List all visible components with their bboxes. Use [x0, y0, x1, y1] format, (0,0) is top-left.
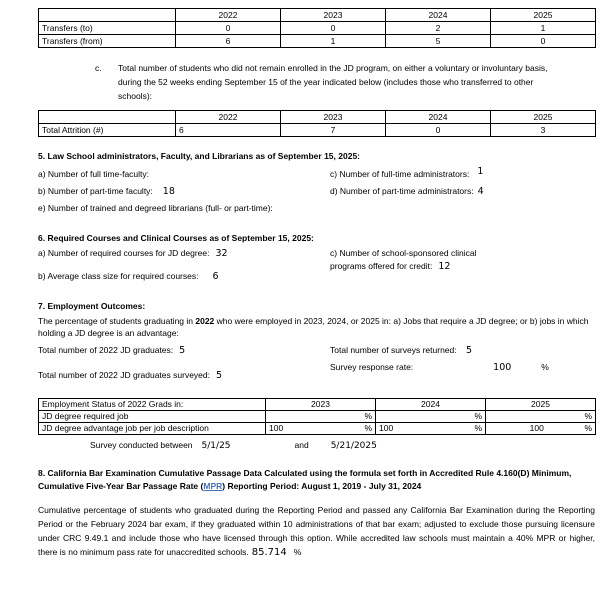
transfers-to-2024[interactable]: 2 [386, 22, 491, 35]
jd-required-2023-cell[interactable] [266, 411, 376, 423]
table-row [39, 22, 596, 35]
intro-year-bold: 2022 [195, 316, 215, 326]
full-time-admins-label: c) Number of full-time administrators: [330, 169, 470, 179]
response-rate-value[interactable]: 100 [493, 362, 512, 373]
field-part-time-faculty [38, 185, 330, 198]
field-avg-class-size [38, 270, 330, 283]
mpr-rate-value[interactable]: 85.714 [251, 547, 287, 558]
item-c-text: Total number of students who did not remain enrolled in the JD program, on either a voluntary or involuntary basis, during the 52 weeks ending September 15 of the year indicated below (includes those who transferred to other schools): [118, 63, 548, 101]
employment-header-2023: 2023 [266, 399, 376, 411]
surveys-returned-value[interactable]: 5 [466, 345, 473, 356]
response-rate-label: Survey response rate: [330, 362, 414, 372]
jd-advantage-job-label: JD degree advantage job per job description [39, 423, 266, 435]
jd-advantage-2024-value[interactable]: 100 [379, 423, 394, 433]
intro-text-post: who were employed in 2023, 2024, or 2025 in: a) Jobs that require a JD degree; or b) jobs in which holding a JD degree is an advantage: [38, 316, 589, 338]
jd-graduates-label: Total number of 2022 JD graduates: [38, 345, 174, 355]
section5-right-column [330, 168, 595, 219]
percent-sign: % [474, 411, 482, 421]
transfers-header-2022: 2022 [176, 9, 281, 22]
percent-sign: % [364, 411, 372, 421]
section6-right-column [330, 247, 595, 287]
attrition-2024[interactable]: 0 [386, 124, 491, 137]
field-part-time-admins [330, 185, 595, 198]
section6-fields [38, 247, 595, 287]
attrition-header-blank [39, 111, 176, 124]
transfers-from-label: Transfers (from) [39, 35, 176, 48]
section8-heading-post: ) Reporting Period: August 1, 2019 - July 31, 2024 [222, 481, 422, 491]
transfers-header-2025: 2025 [491, 9, 596, 22]
transfers-header-blank [39, 9, 176, 22]
transfers-from-2025[interactable]: 0 [491, 35, 596, 48]
clinical-programs-label: c) Number of school-sponsored clinical programs offered for credit: [330, 248, 477, 271]
section8-body [38, 503, 595, 560]
full-time-admins-value[interactable]: 1 [477, 166, 484, 177]
librarians-label: e) Number of trained and degreed librarians (full- or part-time): [38, 203, 273, 213]
section7-totals [38, 344, 595, 386]
field-full-time-admins [330, 168, 595, 181]
section7-left-column [38, 344, 330, 386]
field-clinical-programs [330, 247, 508, 273]
attrition-header-2022: 2022 [176, 111, 281, 124]
section7-intro [38, 315, 595, 339]
item-c-paragraph [38, 61, 595, 103]
attrition-header-row [39, 111, 596, 124]
percent-sign: % [584, 411, 592, 421]
transfers-table [38, 8, 596, 48]
transfers-header-2024: 2024 [386, 9, 491, 22]
employment-header-label: Employment Status of 2022 Grads in: [39, 399, 266, 411]
section5-heading: 5. Law School administrators, Faculty, and Librarians as of September 15, 2025: [38, 151, 360, 161]
transfers-to-2022[interactable]: 0 [176, 22, 281, 35]
document-content [38, 0, 595, 560]
table-row [39, 411, 596, 423]
section7-heading: 7. Employment Outcomes: [38, 301, 146, 311]
section6-heading: 6. Required Courses and Clinical Courses as of September 15, 2025: [38, 233, 314, 243]
field-full-time-faculty [38, 168, 330, 181]
attrition-table [38, 110, 596, 137]
survey-and-label: and [294, 440, 309, 450]
jd-required-job-label: JD degree required job [39, 411, 266, 423]
avg-class-size-label: b) Average class size for required courses: [38, 271, 199, 281]
transfers-header-row [39, 9, 596, 22]
required-courses-value[interactable]: 32 [215, 248, 228, 259]
employment-header-2024: 2024 [376, 399, 486, 411]
field-response-rate [330, 361, 595, 374]
section8-heading [38, 467, 595, 493]
required-courses-label: a) Number of required courses for JD degree: [38, 248, 210, 258]
section8-heading-pre: 8. California Bar Examination Cumulative Passage Data Calculated using the formula set forth in Accredited Rule 4.160(D) Minimum, Cumulative Five-Year Bar Passage Rate ( [38, 468, 572, 491]
response-rate-percent-sign: % [541, 362, 549, 372]
section8-body-text: Cumulative percentage of students who graduated during the Reporting Period and passed any California Bar Examination during the Reporting Period or the February 2024 bar exam, if they graduated within 10 administrations of that bar exam; adjusted to exclude those pursuing licensure under CRC 9.49.1 and include those who have licensed through this option. While accredited law schools must maintain a 40% MPR or higher, there is no minimum pass rate for unaccredited schools. [38, 505, 595, 557]
table-row [39, 124, 596, 137]
employment-table [38, 398, 596, 435]
full-time-faculty-label: a) Number of full time-faculty: [38, 169, 150, 179]
attrition-2025[interactable]: 3 [491, 124, 596, 137]
part-time-faculty-value[interactable]: 18 [162, 186, 175, 197]
survey-conducted-line [38, 439, 595, 452]
jd-advantage-2023-cell[interactable] [266, 423, 376, 435]
attrition-header-2024: 2024 [386, 111, 491, 124]
transfers-from-2023[interactable]: 1 [281, 35, 386, 48]
mpr-link[interactable]: MPR [203, 481, 223, 491]
table-row [39, 35, 596, 48]
intro-text-pre: The percentage of students graduating in [38, 316, 196, 326]
attrition-header-2025: 2025 [491, 111, 596, 124]
attrition-header-2023: 2023 [281, 111, 386, 124]
mpr-percent-sign: % [293, 547, 302, 557]
clinical-programs-value[interactable]: 12 [438, 261, 451, 272]
attrition-2022[interactable]: 6 [176, 124, 281, 137]
graduates-surveyed-value[interactable]: 5 [216, 370, 223, 381]
percent-sign: % [474, 423, 482, 433]
jd-required-2024-cell[interactable] [376, 411, 486, 423]
employment-header-2025: 2025 [486, 399, 596, 411]
survey-start-date[interactable]: 5/1/25 [201, 441, 231, 451]
jd-required-2025-cell[interactable] [486, 411, 596, 423]
field-surveys-returned [330, 344, 595, 357]
section6-left-column [38, 247, 330, 287]
jd-graduates-value[interactable]: 5 [179, 345, 186, 356]
item-c-marker: c. [95, 63, 102, 73]
attrition-label: Total Attrition (#) [39, 124, 176, 137]
table-row [39, 423, 596, 435]
section7-right-column [330, 344, 595, 386]
part-time-admins-label: d) Number of part-time administrators: [330, 186, 474, 196]
jd-advantage-2024-cell[interactable] [376, 423, 486, 435]
jd-advantage-2025-value[interactable]: 100 [529, 423, 544, 433]
jd-advantage-2023-value[interactable]: 100 [269, 423, 284, 433]
transfers-to-2025[interactable]: 1 [491, 22, 596, 35]
survey-end-date[interactable]: 5/21/2025 [330, 441, 377, 451]
survey-conducted-label: Survey conducted between [90, 440, 193, 450]
transfers-header-2023: 2023 [281, 9, 386, 22]
transfers-from-2022[interactable]: 6 [176, 35, 281, 48]
part-time-admins-value[interactable]: 4 [477, 186, 484, 197]
surveys-returned-label: Total number of surveys returned: [330, 345, 457, 355]
transfers-from-2024[interactable]: 5 [386, 35, 491, 48]
employment-header-row [39, 399, 596, 411]
percent-sign: % [364, 423, 372, 433]
percent-sign: % [584, 423, 592, 433]
avg-class-size-value[interactable]: 6 [212, 271, 219, 282]
transfers-to-2023[interactable]: 0 [281, 22, 386, 35]
section5-left-column [38, 168, 330, 219]
section5-fields [38, 168, 595, 219]
jd-advantage-2025-cell[interactable] [486, 423, 596, 435]
transfers-to-label: Transfers (to) [39, 22, 176, 35]
field-required-courses [38, 247, 330, 260]
part-time-faculty-label: b) Number of part-time faculty: [38, 186, 153, 196]
field-graduates-surveyed [38, 369, 330, 382]
field-librarians [38, 202, 273, 215]
field-jd-graduates [38, 344, 330, 357]
attrition-2023[interactable]: 7 [281, 124, 386, 137]
graduates-surveyed-label: Total number of 2022 JD graduates surveyed: [38, 370, 210, 380]
